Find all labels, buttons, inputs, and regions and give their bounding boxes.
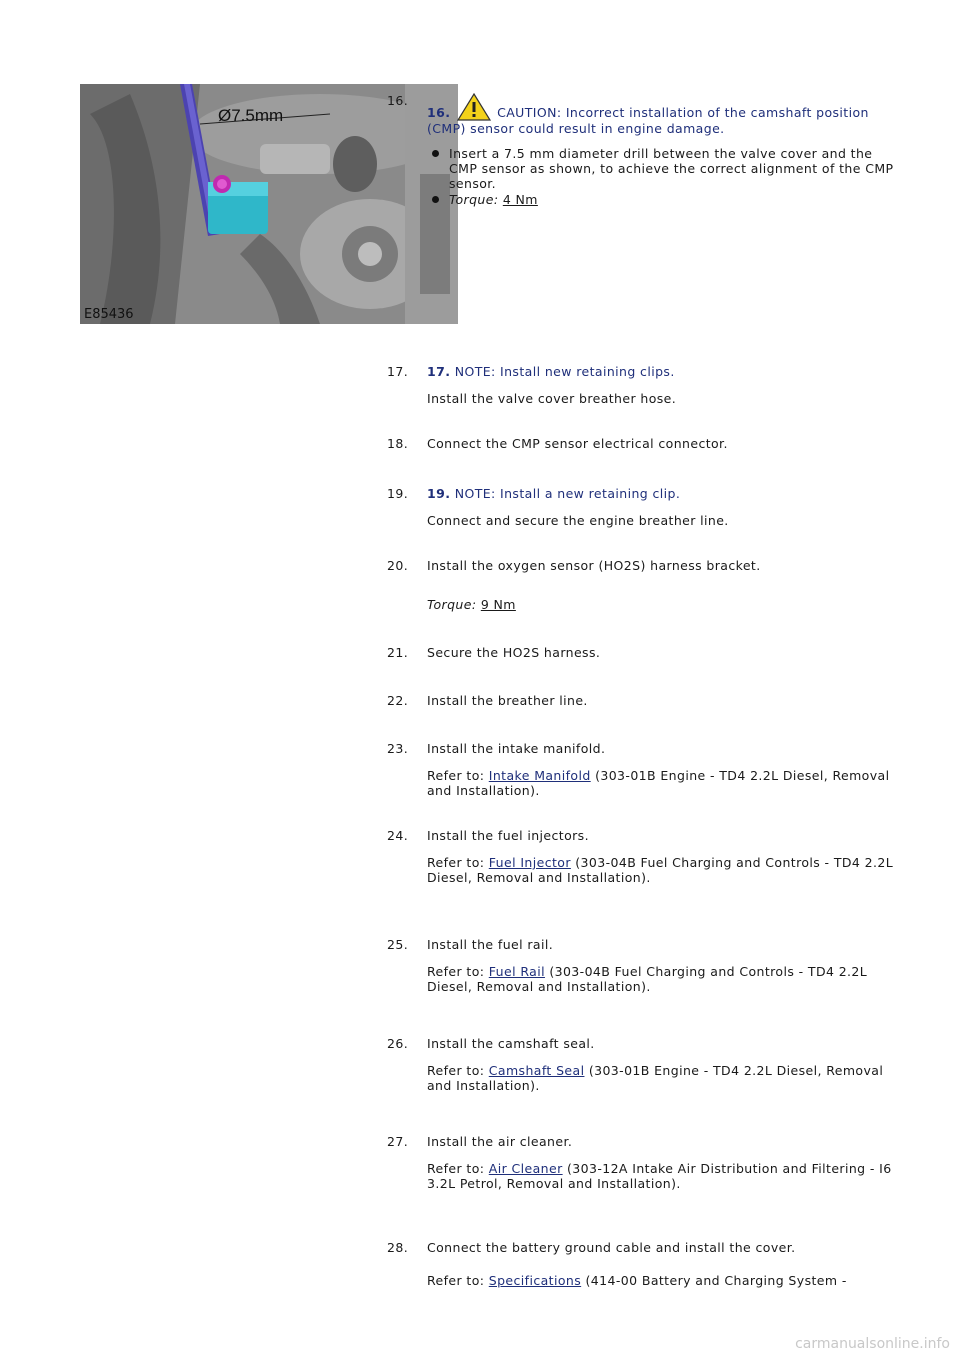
drill-diameter-label: Ø7.5mm bbox=[218, 106, 284, 125]
link-specifications[interactable]: Specifications bbox=[488, 1273, 582, 1288]
step-text: Connect and secure the engine breather line. bbox=[427, 513, 729, 528]
step-text: Install the intake manifold. bbox=[427, 741, 606, 756]
reference bbox=[427, 1063, 897, 1093]
bullet-list bbox=[427, 146, 897, 207]
torque-item bbox=[427, 192, 897, 207]
step-28 bbox=[387, 1240, 897, 1288]
step-number: 24. bbox=[387, 828, 409, 843]
step-17 bbox=[387, 364, 897, 406]
step-25 bbox=[387, 937, 897, 994]
step-24 bbox=[387, 828, 897, 885]
refer-label: Refer to: bbox=[427, 768, 485, 783]
step-number: 20. bbox=[387, 558, 409, 573]
reference-detail: (303-12A Intake Air Distribution and Filtering - I6 3.2L Petrol, Removal and Installation). bbox=[427, 1161, 892, 1191]
step-number: 16. bbox=[387, 93, 409, 108]
link-fuel-rail[interactable]: Fuel Rail bbox=[488, 964, 545, 979]
reference bbox=[427, 1273, 897, 1288]
torque-label: Torque: bbox=[449, 192, 499, 207]
step-22 bbox=[387, 693, 897, 708]
torque-label: Torque: bbox=[427, 597, 477, 612]
step-26 bbox=[387, 1036, 897, 1093]
step-text: Connect the CMP sensor electrical connector. bbox=[427, 436, 728, 451]
torque-value: 9 Nm bbox=[480, 597, 516, 612]
watermark-footer: carmanualsonline.info bbox=[795, 1336, 950, 1352]
warning-icon bbox=[457, 93, 491, 121]
link-fuel-injector[interactable]: Fuel Injector bbox=[488, 855, 571, 870]
step-21 bbox=[387, 645, 897, 660]
reference bbox=[427, 1161, 897, 1191]
step-number: 26. bbox=[387, 1036, 409, 1051]
step-text: Install the oxygen sensor (HO2S) harness bracket. bbox=[427, 558, 761, 573]
step-lead: 17. bbox=[427, 364, 451, 379]
step-text: Install the fuel rail. bbox=[427, 937, 554, 952]
step-text: Install the fuel injectors. bbox=[427, 828, 589, 843]
step-text: Secure the HO2S harness. bbox=[427, 645, 601, 660]
step-lead: 19. bbox=[427, 486, 451, 501]
reference-detail: (303-04B Fuel Charging and Controls - TD4 2.2L Diesel, Removal and Installation). bbox=[427, 964, 868, 994]
refer-label: Refer to: bbox=[427, 1161, 485, 1176]
torque-value: 4 Nm bbox=[502, 192, 538, 207]
step-text: Install the air cleaner. bbox=[427, 1134, 573, 1149]
step-number: 19. bbox=[387, 486, 409, 501]
note-text: NOTE: Install new retaining clips. bbox=[454, 364, 675, 379]
step-number: 22. bbox=[387, 693, 409, 708]
step-text: Install the breather line. bbox=[427, 693, 588, 708]
reference bbox=[427, 964, 897, 994]
step-number: 23. bbox=[387, 741, 409, 756]
reference-detail: (303-01B Engine - TD4 2.2L Diesel, Removal and Installation). bbox=[427, 1063, 884, 1093]
reference-detail: (303-01B Engine - TD4 2.2L Diesel, Removal and Installation). bbox=[427, 768, 890, 798]
step-20 bbox=[387, 558, 897, 612]
reference-detail: (303-04B Fuel Charging and Controls - TD4 2.2L Diesel, Removal and Installation). bbox=[427, 855, 894, 885]
caution-line bbox=[427, 93, 897, 136]
list-item: Insert a 7.5 mm diameter drill between the valve cover and the CMP sensor as shown, to achieve the correct alignment of the CMP sensor. bbox=[427, 146, 897, 191]
reference bbox=[427, 768, 897, 798]
step-lead: 16. bbox=[427, 105, 451, 120]
step-number: 18. bbox=[387, 436, 409, 451]
refer-label: Refer to: bbox=[427, 964, 485, 979]
step-27 bbox=[387, 1134, 897, 1191]
step-text: Connect the battery ground cable and install the cover. bbox=[427, 1240, 796, 1255]
step-23 bbox=[387, 741, 897, 798]
step-number: 27. bbox=[387, 1134, 409, 1149]
link-camshaft-seal[interactable]: Camshaft Seal bbox=[488, 1063, 585, 1078]
step-number: 28. bbox=[387, 1240, 409, 1255]
refer-label: Refer to: bbox=[427, 1063, 485, 1078]
step-number: 25. bbox=[387, 937, 409, 952]
reference bbox=[427, 855, 897, 885]
step-18 bbox=[387, 436, 897, 451]
link-air-cleaner[interactable]: Air Cleaner bbox=[488, 1161, 563, 1176]
link-intake-manifold[interactable]: Intake Manifold bbox=[488, 768, 591, 783]
step-number: 17. bbox=[387, 364, 409, 379]
caution-text: CAUTION: Incorrect installation of the camshaft position (CMP) sensor could result in engine damage. bbox=[427, 105, 869, 136]
step-number: 21. bbox=[387, 645, 409, 660]
refer-label: Refer to: bbox=[427, 855, 485, 870]
step-text: Install the valve cover breather hose. bbox=[427, 391, 677, 406]
step-text: Install the camshaft seal. bbox=[427, 1036, 595, 1051]
figure-id: E85436 bbox=[84, 307, 134, 322]
reference-detail: (414-00 Battery and Charging System - bbox=[585, 1273, 847, 1288]
refer-label: Refer to: bbox=[427, 1273, 485, 1288]
step-16 bbox=[387, 93, 897, 208]
note-text: NOTE: Install a new retaining clip. bbox=[454, 486, 681, 501]
step-19 bbox=[387, 486, 897, 528]
